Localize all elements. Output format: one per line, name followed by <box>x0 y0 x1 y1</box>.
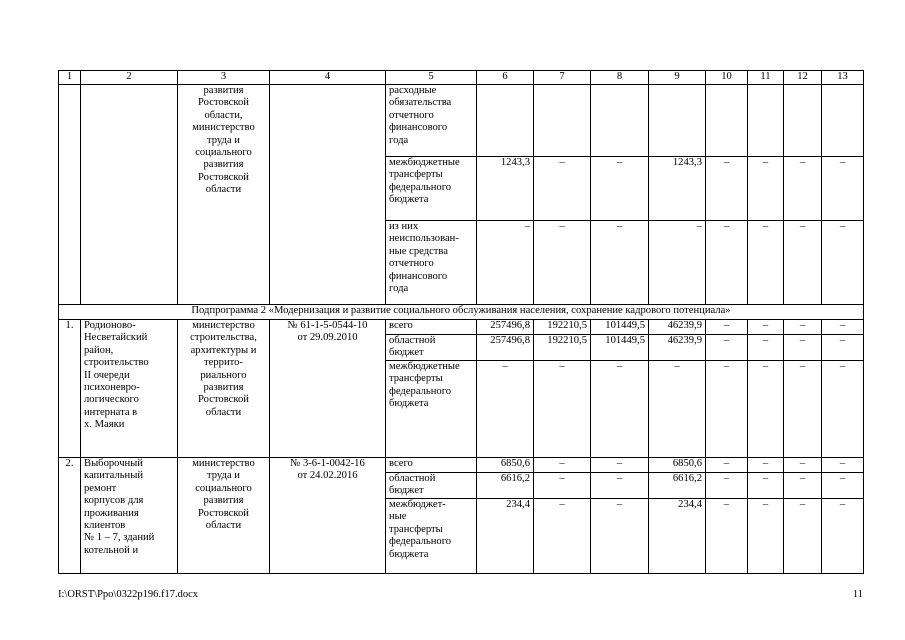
value-cell <box>784 85 822 157</box>
funding-source: межбюджет- ные трансферты федерального бюджета <box>386 499 477 574</box>
value-cell: – <box>534 473 591 499</box>
value-cell: – <box>822 499 864 574</box>
value-cell: – <box>748 473 784 499</box>
value-cell: – <box>706 473 748 499</box>
header-row <box>59 71 864 85</box>
column-number: 9 <box>649 71 706 85</box>
table-row <box>59 458 864 473</box>
funding-source: из них неиспользован- ные средства отчетного финансового года <box>386 221 477 305</box>
column-number: 13 <box>822 71 864 85</box>
value-cell: – <box>706 458 748 473</box>
value-cell <box>822 85 864 157</box>
value-cell: – <box>591 458 649 473</box>
value-cell: – <box>822 473 864 499</box>
value-cell: – <box>784 499 822 574</box>
value-cell: 234,4 <box>477 499 534 574</box>
document-cell: № 3-6-1-0042-16 от 24.02.2016 <box>270 458 386 574</box>
column-number: 2 <box>81 71 178 85</box>
column-number: 6 <box>477 71 534 85</box>
value-cell: – <box>649 221 706 305</box>
file-path: I:\ORST\Ppo\0322p196.f17.docx <box>58 589 199 600</box>
funding-source: расходные обязательства отчетного финансового года <box>386 85 477 157</box>
value-cell: – <box>822 458 864 473</box>
value-cell: – <box>748 458 784 473</box>
column-number: 10 <box>706 71 748 85</box>
page-number: 11 <box>852 589 863 600</box>
value-cell: 6850,6 <box>477 458 534 473</box>
value-cell: – <box>784 473 822 499</box>
value-cell: – <box>784 221 822 305</box>
value-cell: – <box>706 320 748 335</box>
value-cell: 101449,5 <box>591 320 649 335</box>
column-number: 3 <box>178 71 270 85</box>
value-cell: – <box>706 221 748 305</box>
number-cell <box>59 85 81 305</box>
value-cell: 6616,2 <box>477 473 534 499</box>
value-cell: 1243,3 <box>477 157 534 221</box>
funding-source: межбюджетные трансферты федерального бюджета <box>386 157 477 221</box>
budget-table <box>58 70 864 574</box>
executor-cell: развития Ростовской области, министерство труда и социального развития Ростовской области <box>178 85 270 305</box>
value-cell: – <box>822 157 864 221</box>
value-cell: 257496,8 <box>477 335 534 361</box>
value-cell <box>591 85 649 157</box>
value-cell <box>748 85 784 157</box>
object-cell: Родионово- Несветайский район, строительство II очереди психоневро- логического интерната в х. Маяки <box>81 320 178 458</box>
table-row <box>59 85 864 157</box>
column-number: 12 <box>784 71 822 85</box>
value-cell: – <box>534 157 591 221</box>
subprogram-title: Подпрограмма 2 «Модернизация и развитие социального обслуживания населения, сохранение кадрового потенциала» <box>59 305 864 320</box>
funding-source: областной бюджет <box>386 473 477 499</box>
value-cell <box>706 85 748 157</box>
value-cell: 101449,5 <box>591 335 649 361</box>
funding-source: всего <box>386 320 477 335</box>
value-cell: – <box>706 335 748 361</box>
object-cell: Выборочный капитальный ремонт корпусов для проживания клиентов № 1 – 7, зданий котельной и <box>81 458 178 574</box>
value-cell: – <box>591 361 649 458</box>
value-cell: – <box>649 361 706 458</box>
value-cell: – <box>748 499 784 574</box>
value-cell: – <box>591 473 649 499</box>
column-number: 11 <box>748 71 784 85</box>
value-cell: – <box>706 157 748 221</box>
funding-source: межбюджетные трансферты федерального бюджета <box>386 361 477 458</box>
value-cell: – <box>534 361 591 458</box>
value-cell: – <box>822 221 864 305</box>
value-cell: 46239,9 <box>649 320 706 335</box>
value-cell: 234,4 <box>649 499 706 574</box>
column-number: 1 <box>59 71 81 85</box>
item-number: 1. <box>59 320 81 458</box>
value-cell: – <box>822 320 864 335</box>
value-cell <box>649 85 706 157</box>
value-cell <box>534 85 591 157</box>
value-cell: 192210,5 <box>534 335 591 361</box>
value-cell: – <box>822 335 864 361</box>
value-cell: 6616,2 <box>649 473 706 499</box>
value-cell: – <box>748 320 784 335</box>
value-cell: – <box>748 361 784 458</box>
value-cell: – <box>706 499 748 574</box>
funding-source: всего <box>386 458 477 473</box>
value-cell: – <box>784 157 822 221</box>
value-cell: – <box>534 458 591 473</box>
executor-cell: министерство строительства, архитектуры и террито- риального развития Ростовской области <box>178 320 270 458</box>
value-cell: 6850,6 <box>649 458 706 473</box>
funding-source: областной бюджет <box>386 335 477 361</box>
value-cell: – <box>534 221 591 305</box>
document-cell <box>270 85 386 305</box>
column-number: 5 <box>386 71 477 85</box>
value-cell: – <box>784 458 822 473</box>
value-cell: 1243,3 <box>649 157 706 221</box>
subprogram-row <box>59 305 864 320</box>
column-number: 4 <box>270 71 386 85</box>
value-cell: 46239,9 <box>649 335 706 361</box>
object-cell <box>81 85 178 305</box>
value-cell: – <box>784 320 822 335</box>
value-cell: – <box>784 335 822 361</box>
value-cell: – <box>477 221 534 305</box>
value-cell: – <box>591 499 649 574</box>
value-cell: – <box>706 361 748 458</box>
value-cell: 192210,5 <box>534 320 591 335</box>
item-number: 2. <box>59 458 81 574</box>
value-cell: – <box>477 361 534 458</box>
value-cell: – <box>748 221 784 305</box>
executor-cell: министерство труда и социального развития Ростовской области <box>178 458 270 574</box>
value-cell: – <box>822 361 864 458</box>
table-row <box>59 320 864 335</box>
value-cell: – <box>534 499 591 574</box>
value-cell: – <box>784 361 822 458</box>
column-number: 8 <box>591 71 649 85</box>
value-cell <box>477 85 534 157</box>
value-cell: – <box>748 157 784 221</box>
value-cell: – <box>591 221 649 305</box>
column-number: 7 <box>534 71 591 85</box>
value-cell: 257496,8 <box>477 320 534 335</box>
value-cell: – <box>591 157 649 221</box>
value-cell: – <box>748 335 784 361</box>
document-cell: № 61-1-5-0544-10 от 29.09.2010 <box>270 320 386 458</box>
